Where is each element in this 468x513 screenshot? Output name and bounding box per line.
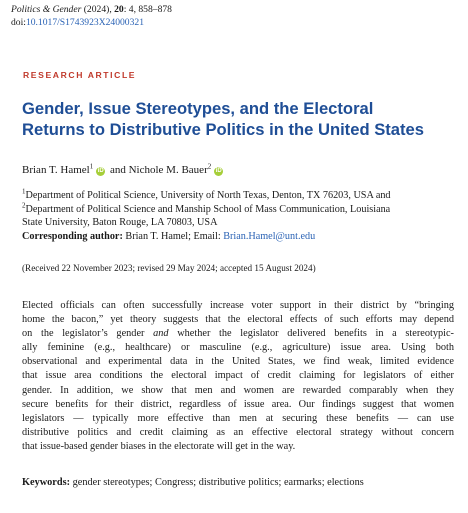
received-dates: (Received 22 November 2023; revised 29 May 2024; accepted 15 August 2024)	[22, 263, 316, 273]
doi-prefix: doi:	[11, 17, 26, 28]
emphasis: and	[153, 328, 169, 340]
affiliation-text: Department of Political Science and Manship School of Mass Communication, Louisiana	[25, 203, 391, 215]
affiliation-2-cont: State University, Baton Rouge, LA 70803, USA	[22, 217, 218, 228]
journal-name: Politics & Gender	[11, 4, 82, 15]
title-line: Gender, Issue Stereotypes, and the Electoral	[22, 99, 374, 118]
author-connector: and	[107, 164, 129, 176]
abstract-line: home the bacon,” yet theory suggests that the electoral effects of such efforts may depend	[22, 314, 454, 326]
journal-issue-pages: : 4, 858–878	[123, 4, 172, 15]
email-link[interactable]: Brian.Hamel@unt.edu	[223, 230, 316, 242]
affiliation-marker: 2	[22, 201, 26, 210]
journal-volume: 20	[114, 4, 124, 15]
abstract-line: legislators — typically more effective than men at securing these benefits — can use	[22, 412, 454, 424]
article-title	[22, 98, 462, 140]
orcid-icon[interactable]: iD	[215, 168, 222, 174]
abstract	[22, 299, 454, 454]
affiliation-text: Department of Political Science, University of North Texas, Denton, TX 76203, USA and	[25, 190, 391, 201]
author-affiliation-marker: 1	[89, 162, 94, 171]
keywords	[22, 476, 364, 490]
abstract-line: distributive politics and credit claiming as an effective electoral strategy without concern	[22, 426, 454, 438]
abstract-line: observational and experimental data in the United States, we find weak, limited evidence	[22, 356, 454, 368]
abstract-line: secure benefits for their district, regardless of issue area. Our findings suggest that women	[22, 398, 454, 410]
article-type: RESEARCH ARTICLE	[23, 70, 137, 80]
abstract-line: that issue area conditions the electoral impact of credit claiming for legislators of either	[22, 370, 454, 382]
abstract-line: on the legislator’s gender and whether the legislator delivered benefits in a stereotypic-	[22, 328, 454, 340]
author-list	[22, 163, 225, 177]
abstract-line: gender. In addition, we show that men and women are rewarded comparably when they	[22, 384, 454, 396]
corresponding-text: Brian T. Hamel; Email:	[122, 230, 224, 242]
author-name: Nichole M. Bauer	[128, 164, 208, 176]
title-line: Returns to Distributive Politics in the United States	[22, 120, 424, 139]
affiliations	[22, 189, 462, 243]
abstract-line: ally feminine (e.g., healthcare) or masculine (e.g., agriculture) issue area. Using both	[22, 342, 454, 354]
affiliation-marker: 1	[22, 187, 26, 196]
abstract-line: Elected officials can often successfully increase voter support in their district by “bringing	[22, 300, 454, 311]
affiliation-2	[22, 203, 462, 217]
keywords-text: gender stereotypes; Congress; distributive politics; earmarks; elections	[70, 477, 364, 488]
affiliation-1	[22, 189, 462, 203]
corresponding-label: Corresponding author:	[22, 230, 123, 242]
doi-link[interactable]: 10.1017/S1743923X24000321	[25, 17, 144, 28]
abstract-line: that issue-based gender biases in the electorate will get in the way.	[22, 440, 296, 452]
journal-citation	[11, 4, 172, 16]
author-name: Brian T. Hamel	[22, 164, 90, 176]
author-affiliation-marker: 2	[207, 162, 212, 171]
doi-line	[11, 17, 144, 29]
journal-year: (2024),	[81, 4, 115, 15]
corresponding-author	[22, 230, 462, 244]
orcid-icon[interactable]: iD	[97, 168, 104, 174]
keywords-label: Keywords:	[22, 477, 71, 488]
